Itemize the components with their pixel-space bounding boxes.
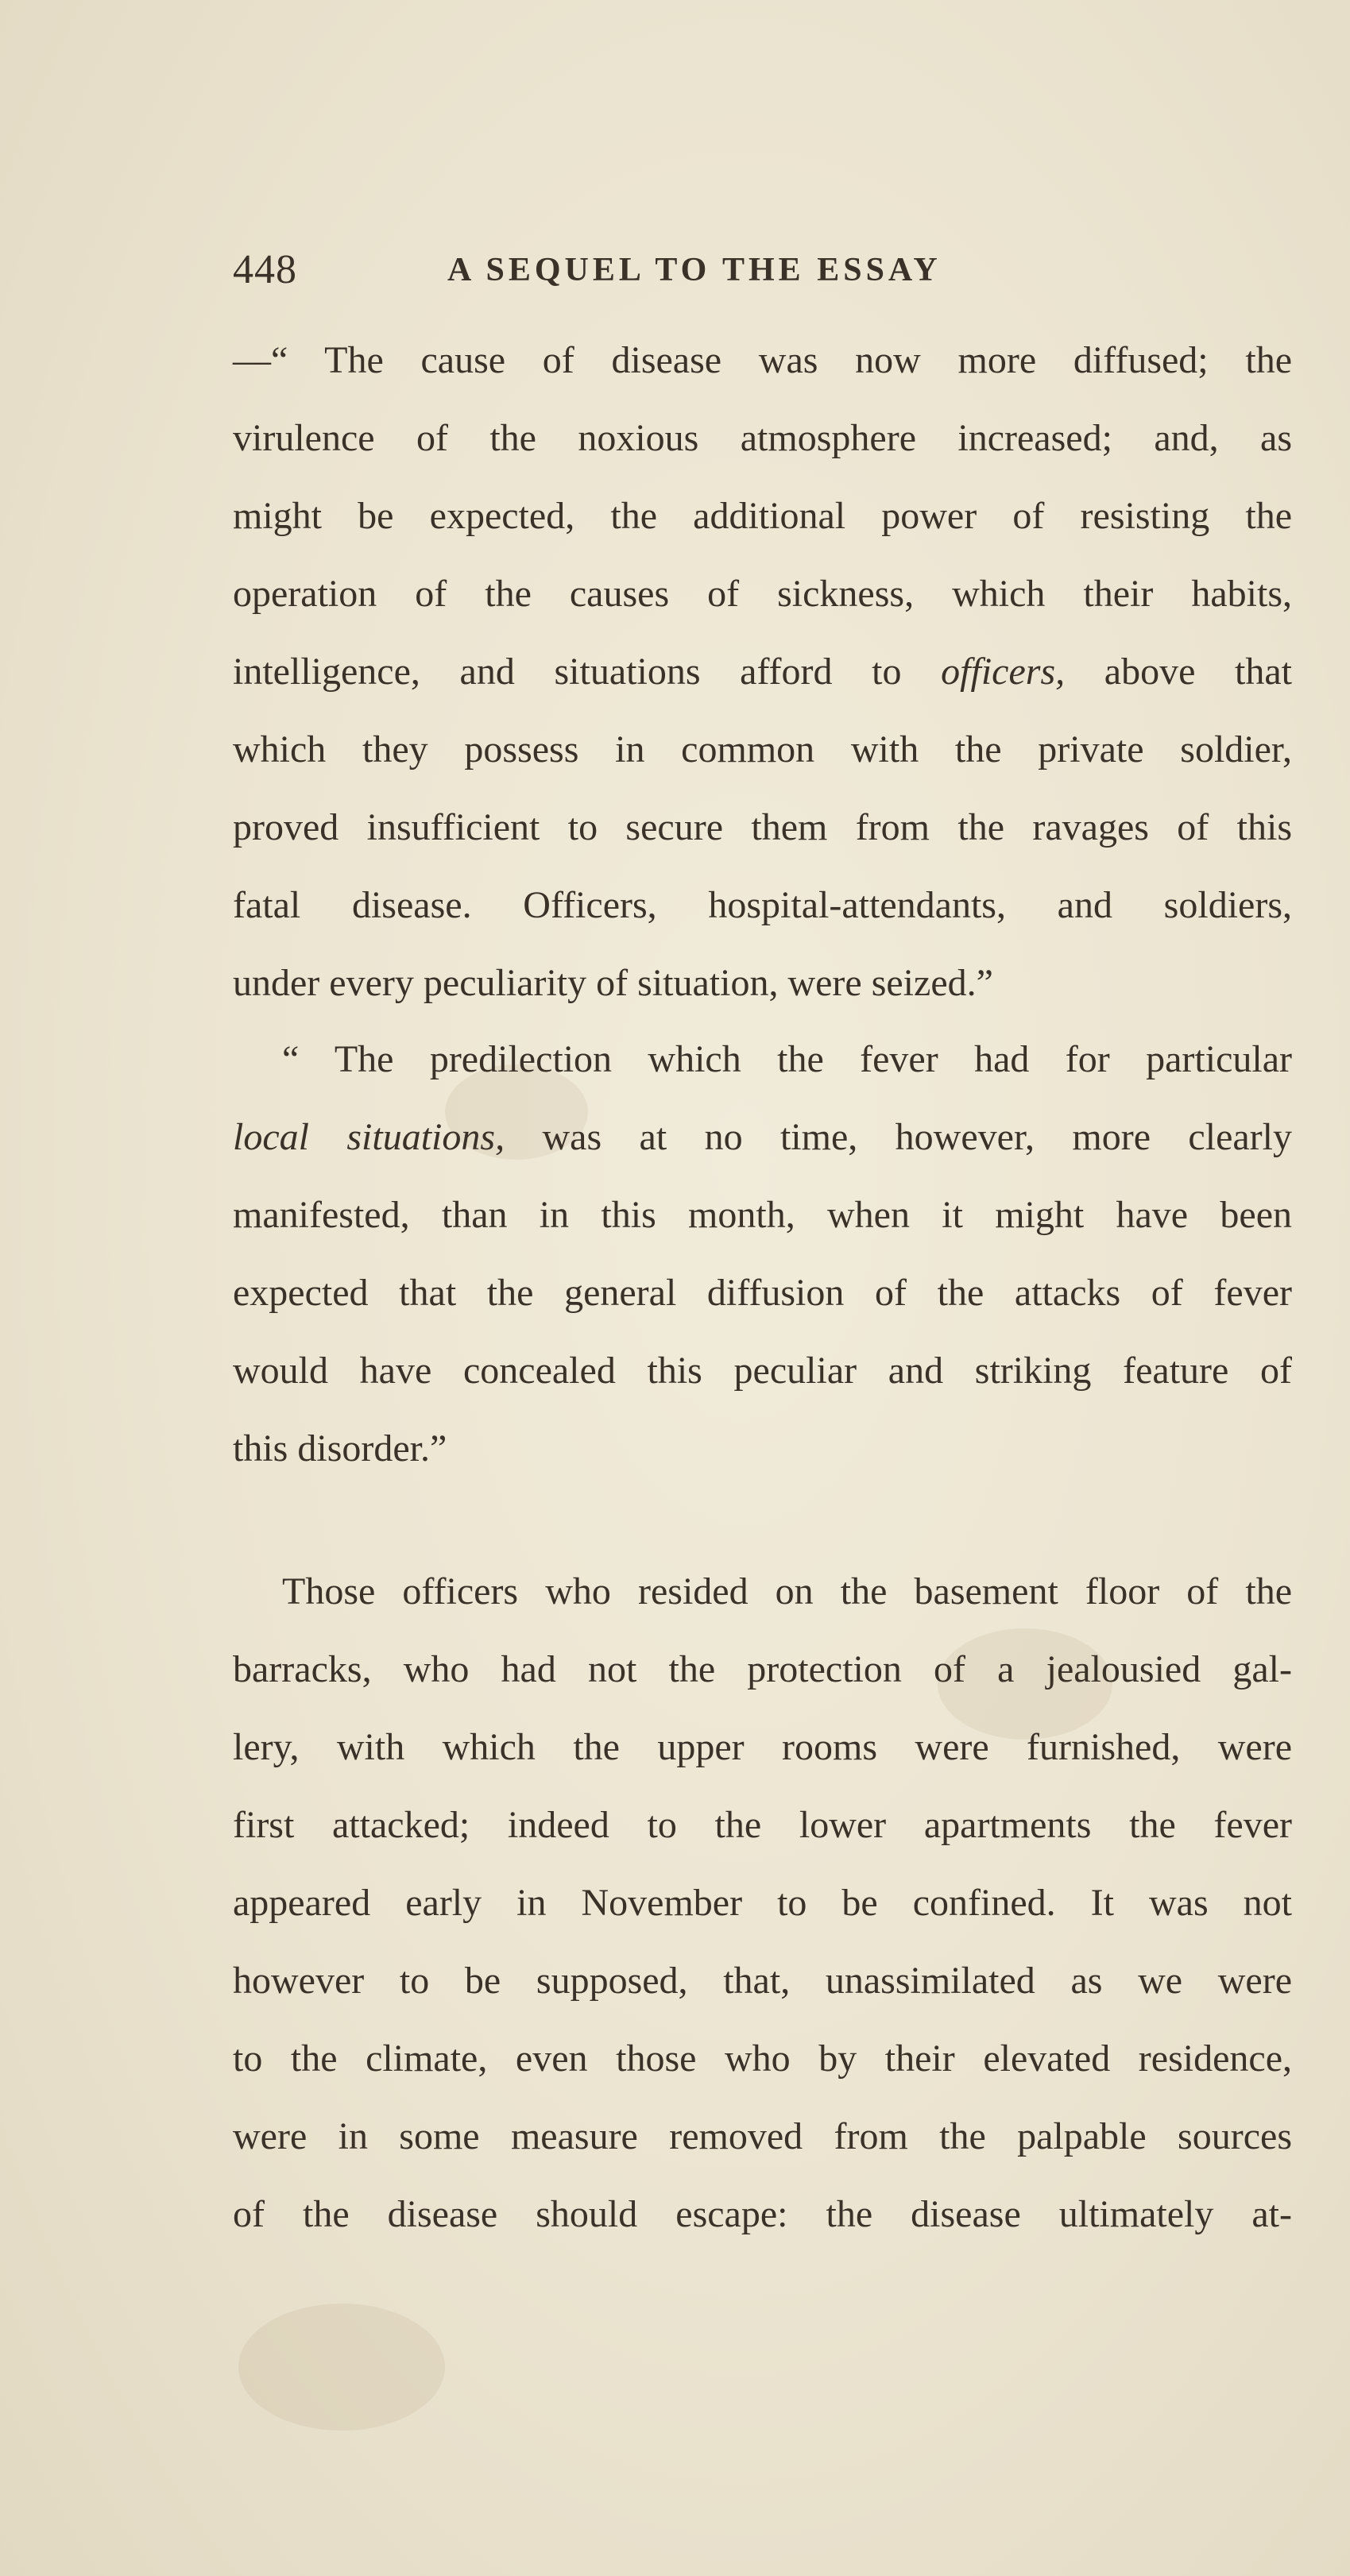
text-line: proved insufficient to secure them from the ravages of this <box>233 806 1292 848</box>
italic-text: local situations, <box>233 1116 505 1158</box>
text-line: operation of the causes of sickness, which their habits, <box>233 573 1292 615</box>
text-line <box>233 633 1292 711</box>
text-line: barracks, who had not the protection of a jealousied gal- <box>233 1648 1292 1690</box>
text-line: “ The predilection which the fever had for particular <box>282 1038 1292 1080</box>
text-line <box>233 1099 1292 1176</box>
text-line: expected that the general diffusion of the attacks of fever <box>233 1272 1292 1314</box>
text-line: —“ The cause of disease was now more diffused; the <box>233 339 1292 381</box>
text-line: first attacked; indeed to the lower apartments the fever <box>233 1804 1292 1846</box>
text-line: fatal disease. Officers, hospital-attendants, and soldiers, <box>233 884 1292 926</box>
text-line: lery, with which the upper rooms were furnished, were <box>233 1726 1292 1768</box>
text-line: to the climate, even those who by their elevated residence, <box>233 2037 1292 2080</box>
paper-stain <box>238 2304 445 2431</box>
text-line: would have concealed this peculiar and striking feature of <box>233 1350 1292 1392</box>
running-head: A SEQUEL TO THE ESSAY <box>447 252 942 288</box>
quote-paragraph-2 <box>233 1021 1292 1488</box>
text-line: manifested, than in this month, when it might have been <box>233 1194 1292 1236</box>
page-number: 448 <box>233 247 297 292</box>
text-line: under every peculiarity of situation, were seized.” <box>233 962 993 1004</box>
text-line: Those officers who resided on the basement floor of the <box>282 1570 1292 1612</box>
text-line: virulence of the noxious atmosphere increased; and, as <box>233 417 1292 459</box>
body-paragraph <box>233 1553 1292 2254</box>
text-line: this disorder.” <box>233 1427 447 1470</box>
text-segment: intelligence, and situations afford to <box>233 651 902 693</box>
quote-paragraph-1 <box>233 322 1292 1022</box>
text-line: of the disease should escape: the disease ultimately at- <box>233 2193 1292 2235</box>
italic-text: officers, <box>941 651 1066 693</box>
text-segment: above that <box>1104 651 1292 693</box>
text-line: which they possess in common with the private soldier, <box>233 728 1292 770</box>
text-line: might be expected, the additional power of resisting the <box>233 495 1292 537</box>
text-line: were in some measure removed from the palpable sources <box>233 2115 1292 2157</box>
text-line: appeared early in November to be confined. It was not <box>233 1882 1292 1924</box>
text-segment: was at no time, however, more clearly <box>542 1116 1292 1158</box>
text-line: however to be supposed, that, unassimilated as we were <box>233 1960 1292 2002</box>
page-header <box>233 238 1290 302</box>
